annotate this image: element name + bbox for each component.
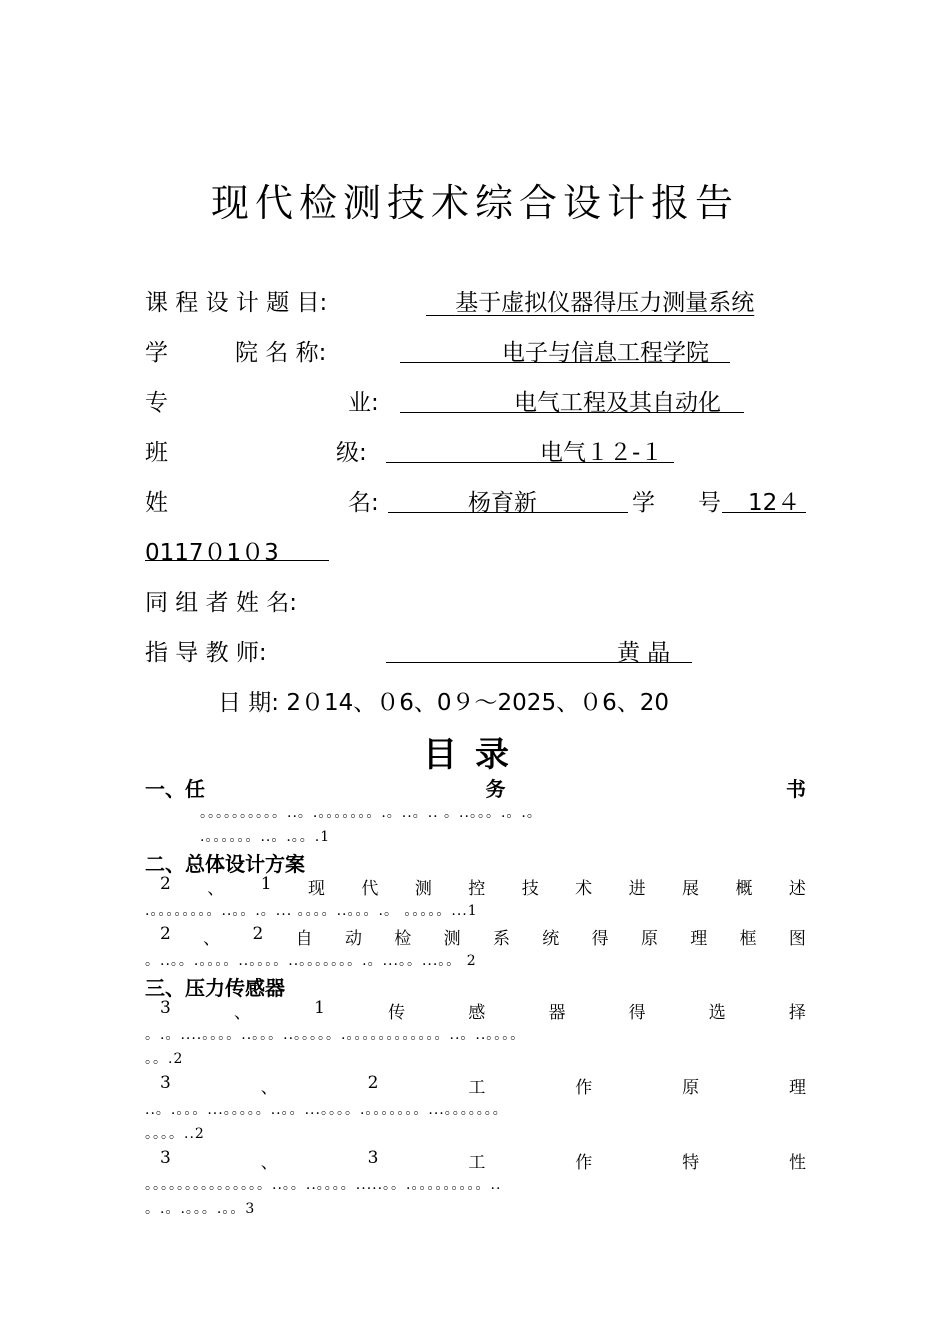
toc-col: 自 <box>295 929 313 949</box>
toc-col: 代 <box>361 879 379 899</box>
toc-col: 性 <box>789 1153 806 1173</box>
toc-leader: .。。。。。。。。..。。.。... 。。。。..。。。.。 。。。。。...1 <box>145 903 478 919</box>
toc-col: 、 <box>207 879 225 899</box>
toc-col: 器 <box>548 1003 566 1023</box>
major-label-2: 业: <box>348 390 379 416</box>
teacher-label: 指 导 教 师: <box>145 640 267 666</box>
toc-col: 术 <box>575 879 593 899</box>
toc-col: 择 <box>788 1003 806 1023</box>
toc-col: 2 <box>160 874 171 894</box>
toc-col: 、 <box>233 1003 251 1023</box>
toc-item-2-2[interactable] <box>160 924 806 949</box>
toc-col: 工 <box>468 1078 486 1098</box>
toc-leader: ..。.。。。...。。。。。..。。...。。。。.。。。。。。。...。。。。。。。 <box>145 1102 508 1118</box>
toc-item-task[interactable] <box>145 773 806 802</box>
topic-label: 课 程 设 计 题 目: <box>145 290 328 316</box>
toc-heading: 目录 <box>423 735 527 775</box>
toc-col: 进 <box>628 879 646 899</box>
toc-leader: .。。。。。。..。.。。.1 <box>200 829 331 845</box>
toc-col: 理 <box>789 1078 806 1098</box>
toc-item-3-2[interactable] <box>160 1073 806 1098</box>
toc-leader: 。。。。。。。。。。..。.。。。。。。。.。..。.. 。..。。。.。.。 <box>200 805 542 821</box>
toc-col: 感 <box>468 1003 486 1023</box>
toc-col: 测 <box>414 879 432 899</box>
toc-col: 、 <box>260 1153 278 1173</box>
toc-col: 动 <box>344 929 362 949</box>
toc-col: 2 <box>252 924 264 944</box>
toc-item-3-3[interactable] <box>160 1148 806 1173</box>
toc-col: 得 <box>591 929 609 949</box>
toc-col: 统 <box>542 929 560 949</box>
class-value: 电气１２-１ <box>540 440 664 466</box>
teacher-value: 黄 晶 <box>617 640 671 666</box>
toc-col: 、 <box>260 1078 278 1098</box>
toc-col: 3 <box>160 1148 171 1168</box>
class-label-2: 级: <box>336 440 367 466</box>
toc-col: 系 <box>492 929 510 949</box>
toc-item-label: 书 <box>786 777 806 801</box>
toc-item-label: 务 <box>485 777 506 801</box>
id-value-1: 12４ <box>748 490 801 516</box>
toc-col: 框 <box>739 929 757 949</box>
toc-col: 技 <box>521 879 539 899</box>
toc-item-3-1[interactable] <box>160 998 806 1023</box>
toc-leader: 。。.2 <box>145 1051 184 1067</box>
toc-col: 2 <box>160 924 171 944</box>
toc-col: 、 <box>203 929 221 949</box>
toc-col: 原 <box>682 1078 700 1098</box>
toc-leader: 。。。。..2 <box>145 1126 205 1142</box>
toc-col: 图 <box>788 929 806 949</box>
toc-col: 3 <box>367 1148 379 1168</box>
id-underline-2 <box>145 560 329 561</box>
toc-item-2-1[interactable] <box>160 874 806 899</box>
toc-col: 概 <box>735 879 753 899</box>
toc-col: 检 <box>394 929 412 949</box>
toc-col: 理 <box>690 929 708 949</box>
major-value: 电气工程及其自动化 <box>514 390 721 416</box>
toc-col: 原 <box>640 929 658 949</box>
toc-col: 作 <box>575 1078 593 1098</box>
college-value: 电子与信息工程学院 <box>502 340 709 366</box>
date-line: 日 期: 2０14、０6、0９～2025、０6、20 <box>218 690 669 716</box>
toc-col: 现 <box>307 879 325 899</box>
name-label: 姓 <box>145 490 168 516</box>
toc-col: 特 <box>682 1153 700 1173</box>
toc-leader: 。.。....。。。。..。。。..。。。。。.。。。。。。。。。。。。..。..。。。。 <box>145 1027 526 1043</box>
toc-item-label: 一、任 <box>145 777 205 801</box>
toc-col: 控 <box>468 879 486 899</box>
toc-section-3[interactable]: 三、压力传感器 <box>145 976 285 1000</box>
name-value: 杨育新 <box>468 490 537 516</box>
toc-col: 作 <box>575 1153 593 1173</box>
toc-col: 3 <box>160 998 171 1018</box>
toc-col: 1 <box>260 874 272 894</box>
report-title: 现代检测技术综合设计报告 <box>210 181 739 225</box>
name-label-2: 名: <box>348 490 379 516</box>
toc-col: 传 <box>388 1003 406 1023</box>
toc-leader: 。.。.。。。.。。3 <box>145 1201 256 1217</box>
toc-col: 选 <box>708 1003 726 1023</box>
toc-col: 展 <box>682 879 700 899</box>
id-label-2: 号 <box>698 490 721 516</box>
group-label: 同 组 者 姓 名: <box>145 590 297 616</box>
toc-col: 1 <box>314 998 325 1018</box>
toc-col: 工 <box>468 1153 486 1173</box>
college-label-2: 院 名 称: <box>235 340 327 366</box>
id-value-2: 0117０1０3 <box>145 540 279 566</box>
toc-col: 述 <box>788 879 806 899</box>
toc-leader: 。。。。。。。。。。。。。。。..。。..。。。。.....。。.。。。。。。。。。.. <box>145 1177 502 1193</box>
topic-value: 基于虚拟仪器得压力测量系统 <box>455 290 755 316</box>
college-label: 学 <box>145 340 168 366</box>
toc-col: 3 <box>160 1073 171 1093</box>
toc-leader: 。..。。.。。。。..。。。。..。。。。。。。.。...。。...。。 2 <box>145 953 477 969</box>
class-label: 班 <box>145 440 168 466</box>
toc-col: 得 <box>628 1003 646 1023</box>
toc-col: 2 <box>367 1073 379 1093</box>
id-label: 学 <box>632 490 655 516</box>
toc-section-2[interactable]: 二、总体设计方案 <box>145 852 305 876</box>
major-label: 专 <box>145 390 168 416</box>
toc-col: 测 <box>443 929 461 949</box>
